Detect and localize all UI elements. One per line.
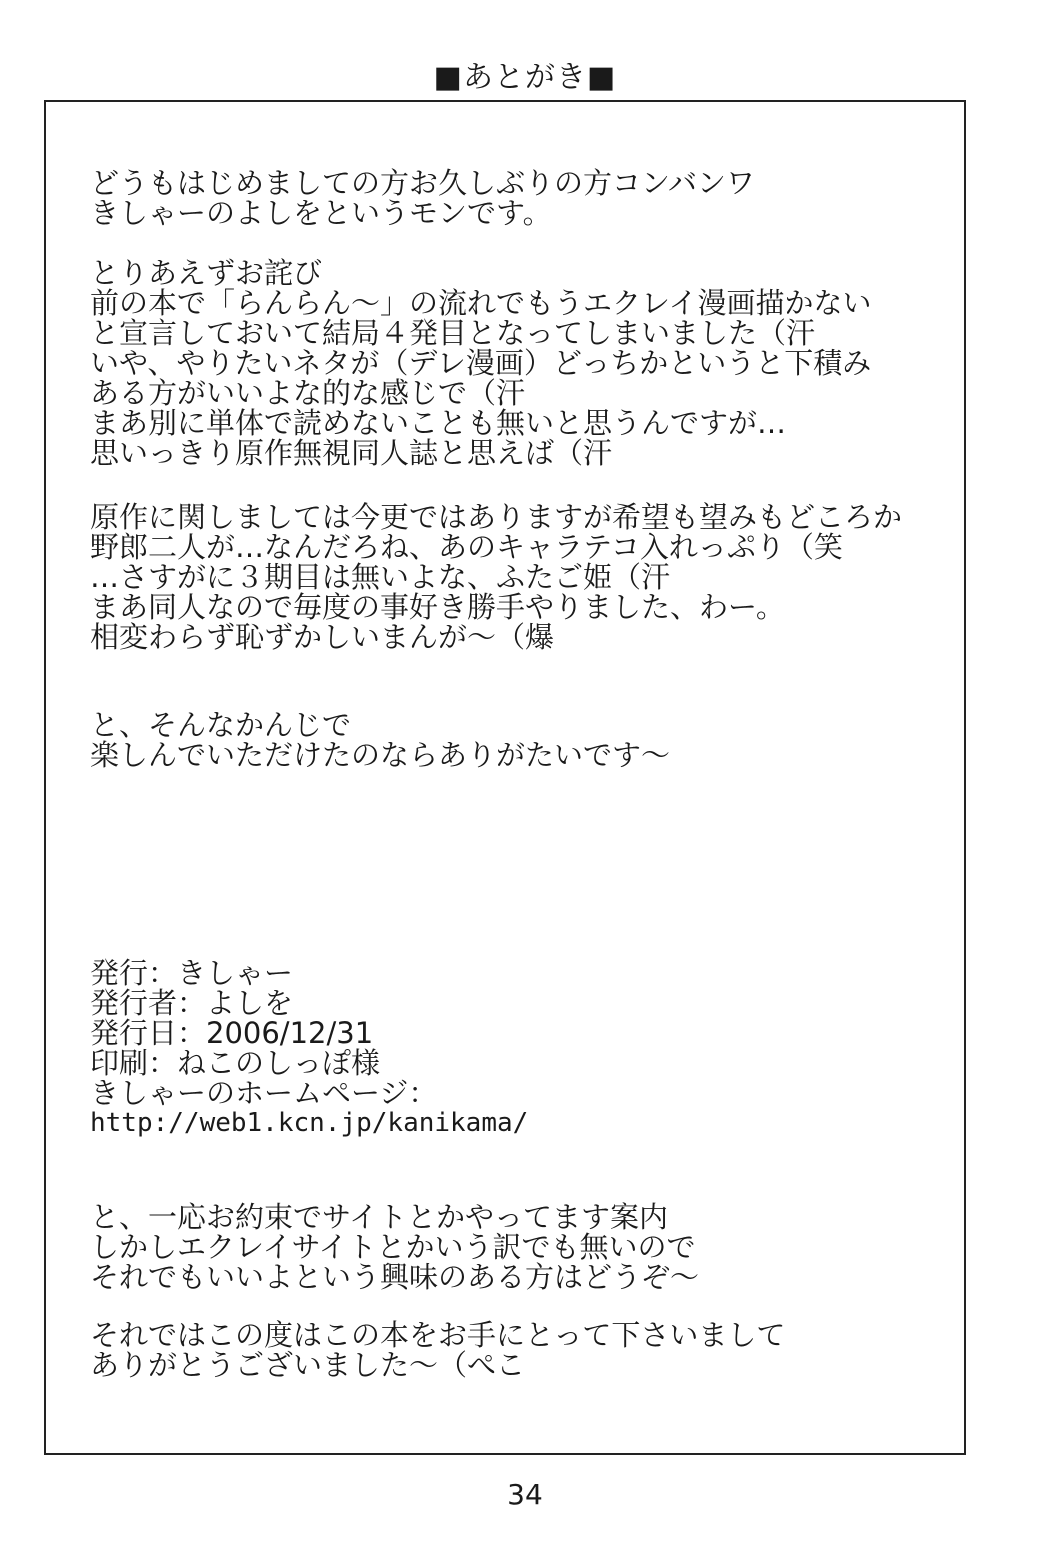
- page-heading: ■あとがき■: [433, 60, 617, 95]
- text-line: 前の本で「らんらん～」の流れでもうエクレイ漫画描かない: [90, 286, 872, 320]
- text-line: それでもいいよという興味のある方はどうぞ～: [90, 1260, 700, 1294]
- text-line: と宣言しておいて結局４発目となってしまいました（汗: [90, 316, 816, 350]
- page-number: 34: [507, 1478, 543, 1511]
- text-line: とりあえずお詫び: [90, 256, 323, 290]
- colophon: [90, 958, 528, 1138]
- closing-paragraph: [90, 710, 670, 770]
- apology-paragraph: [90, 258, 872, 468]
- text-line: ある方がいいよな的な感じで（汗: [90, 376, 526, 410]
- text-line: と、一応お約束でサイトとかやってます案内: [90, 1200, 668, 1234]
- colophon-homepage-label: きしゃーのホームページ：: [90, 1076, 438, 1110]
- site-note-paragraph: [90, 1202, 699, 1292]
- colophon-printer: 印刷：ねこのしっぽ様: [90, 1046, 381, 1080]
- text-line: 野郎二人が…なんだろね、あのキャラテコ入れっぷり（笑: [90, 530, 843, 564]
- text-line: 楽しんでいただけたのならありがたいです～: [90, 738, 671, 772]
- text-line: 原作に関しましては今更ではありますが希望も望みもどころか: [90, 500, 903, 534]
- thanks-paragraph: [90, 1320, 785, 1380]
- homepage-url: http://web1.kcn.jp/kanikama/: [90, 1108, 529, 1138]
- original-work-paragraph: [90, 502, 902, 652]
- text-line: しかしエクレイサイトとかいう訳でも無いので: [90, 1230, 696, 1264]
- text-line: 思いっきり原作無視同人誌と思えば（汗: [90, 436, 613, 470]
- text-line: まあ同人なので毎度の事好き勝手やりました、わー。: [90, 590, 785, 624]
- text-line: いや、やりたいネタが（デレ漫画）どっちかというと下積み: [90, 346, 872, 380]
- text-line: まあ別に単体で読めないことも無いと思うんですが…: [90, 406, 787, 440]
- text-line: きしゃーのよしをというモンです。: [90, 196, 552, 230]
- colophon-author: 発行者：よしを: [90, 986, 294, 1020]
- text-line: …さすがに３期目は無いよな、ふたご姫（汗: [90, 560, 671, 594]
- greeting-paragraph: [90, 168, 755, 228]
- text-line: どうもはじめましての方お久しぶりの方コンバンワ: [90, 166, 755, 200]
- colophon-date: 発行日：2006/12/31: [90, 1016, 374, 1050]
- text-line: 相変わらず恥ずかしいまんが～（爆: [90, 620, 555, 654]
- text-line: それではこの度はこの本をお手にとって下さいまして: [90, 1318, 786, 1352]
- colophon-publisher: 発行：きしゃー: [90, 956, 294, 990]
- text-line: ありがとうございました～（ぺこ: [90, 1348, 526, 1382]
- text-line: と、そんなかんじで: [90, 708, 352, 742]
